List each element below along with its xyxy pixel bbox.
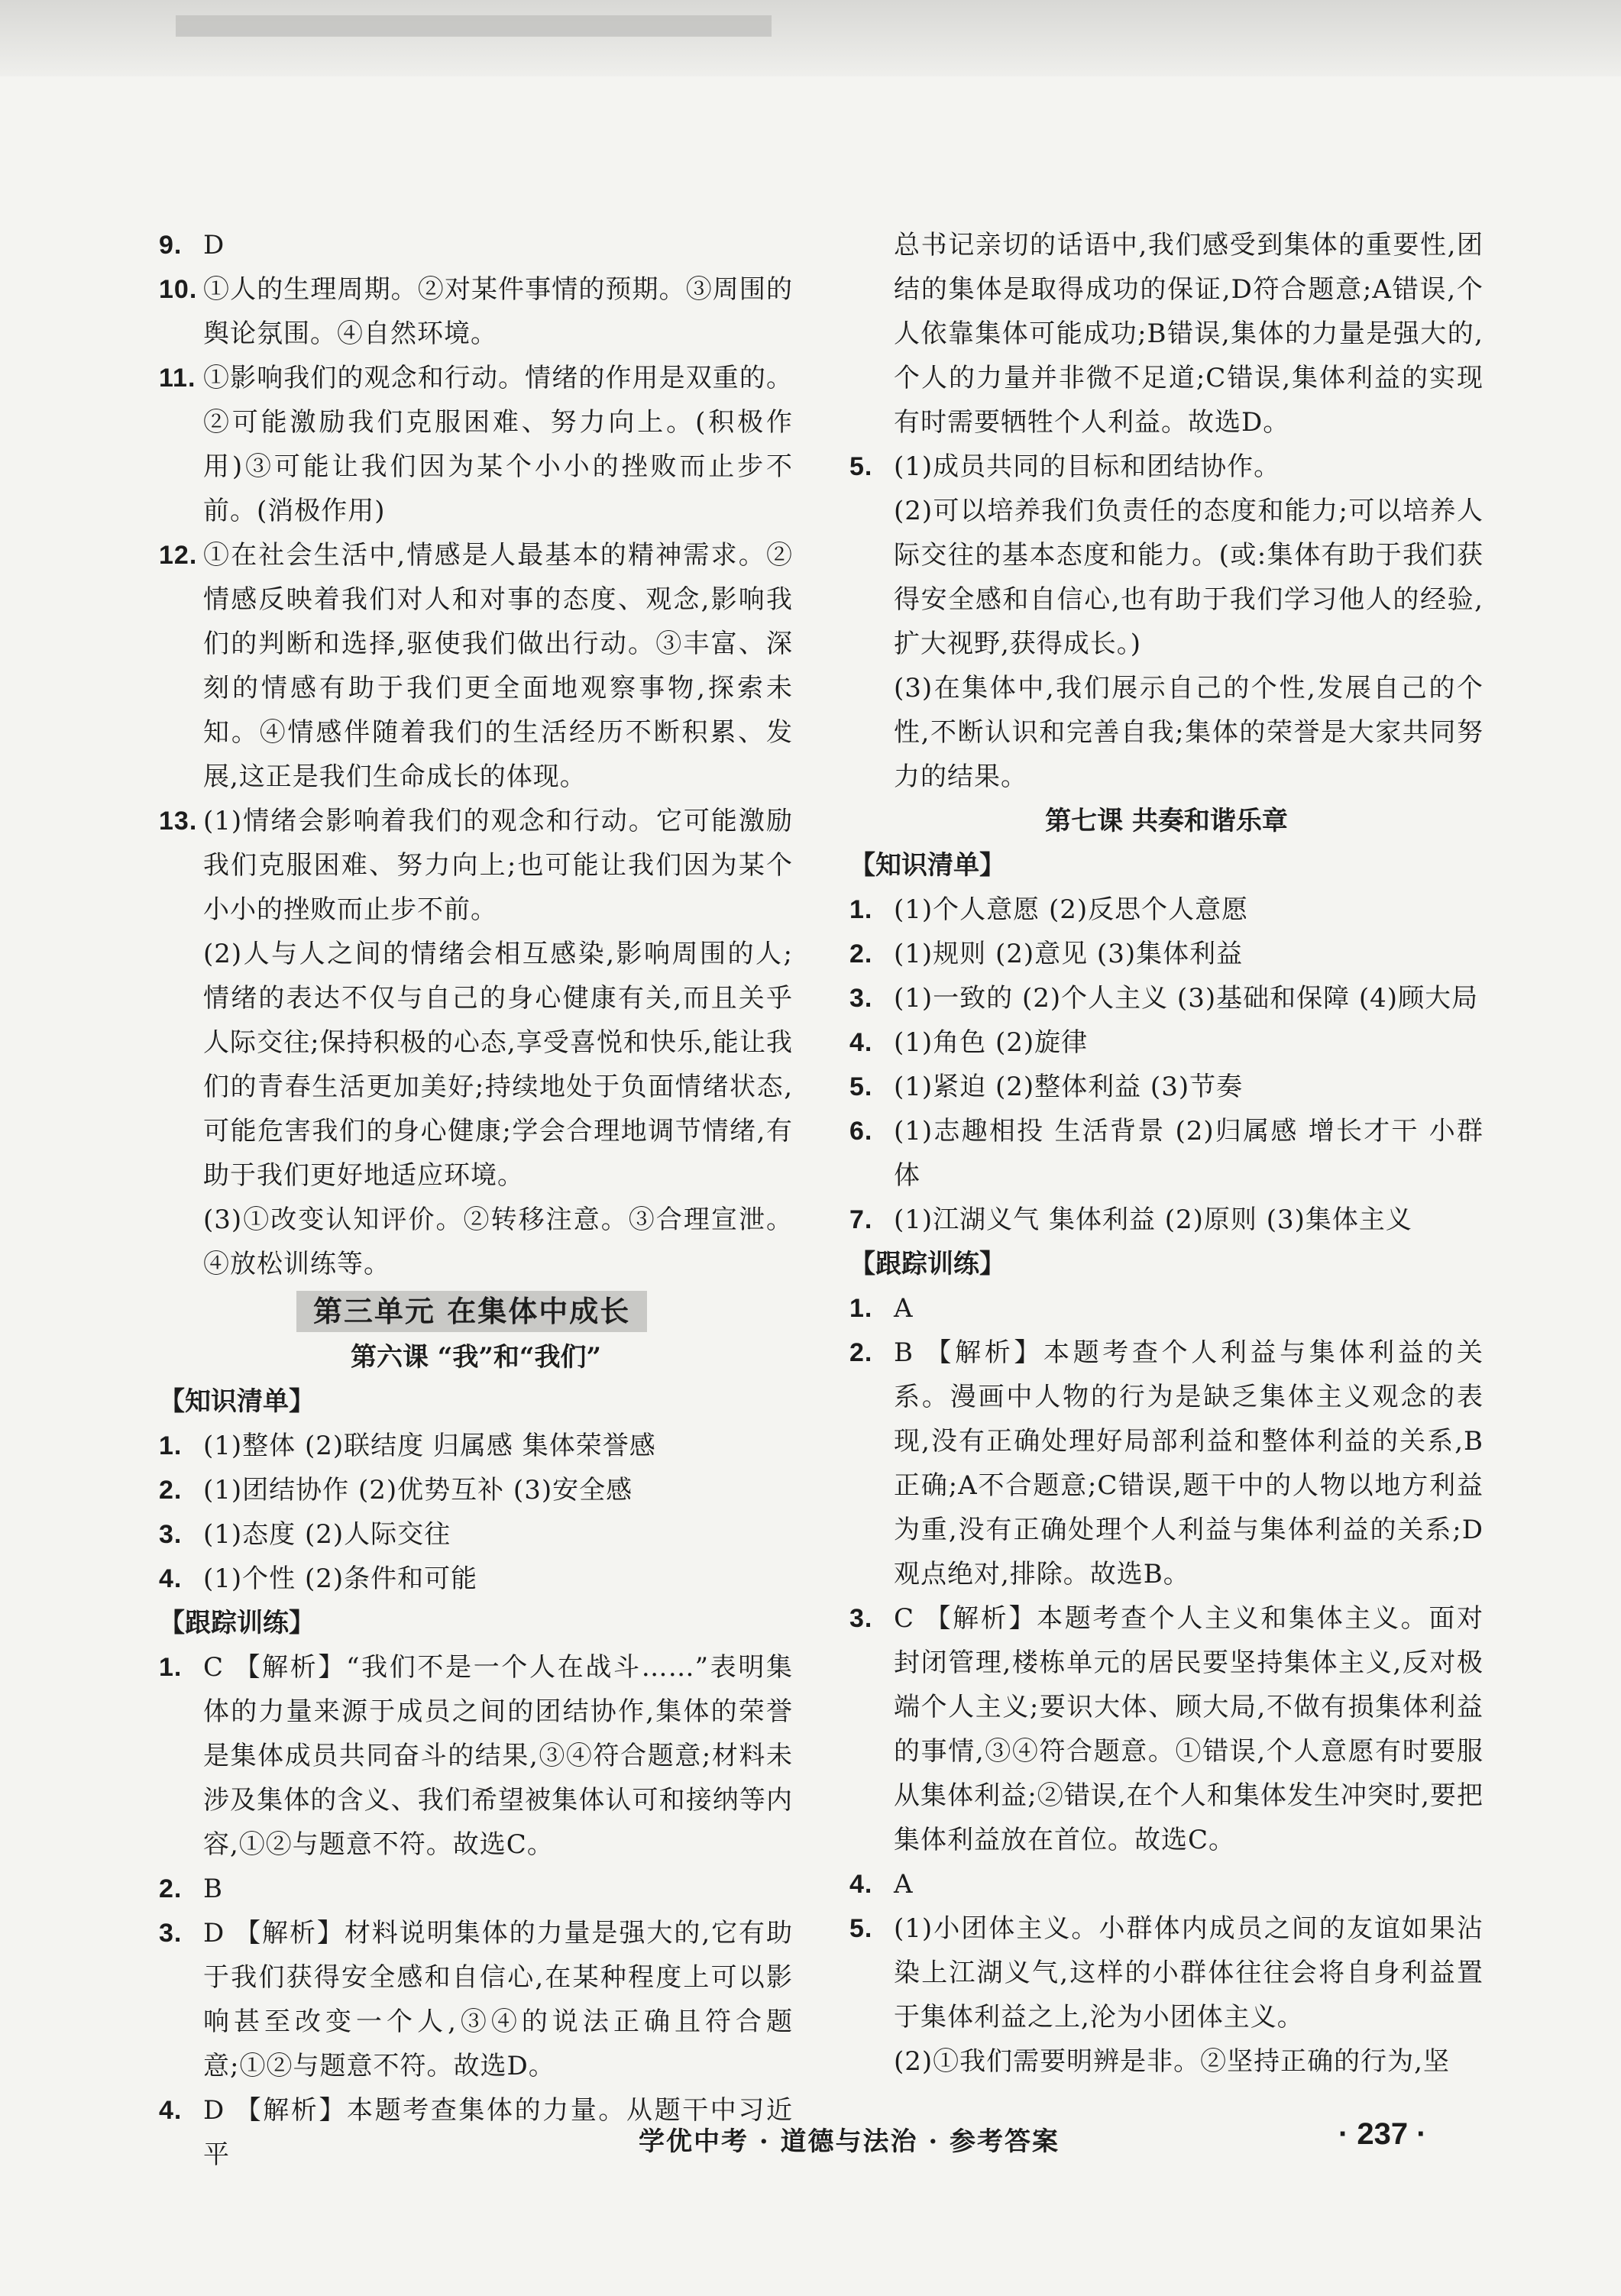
- training-item: 2. B 【解析】本题考查个人利益与集体利益的关系。漫画中人物的行为是缺乏集体主义观念的表现,没有正确处理好局部利益和整体利益的关系,B正确;A不合题意;C错误,题干中的人物以地方利益为重,没有正确处理个人利益与集体利益的关系;D观点绝对,排除。故选B。: [849, 1337, 1483, 1589]
- training-item: 1. C 【解析】“我们不是一个人在战斗……”表明集体的力量来源于成员之间的团结协作,集体的荣誉是集体成员共同奋斗的结果,③④符合题意;材料未涉及集体的含义、我们希望被集体认可和接纳等内容,①②与题意不符。故选C。: [159, 1652, 793, 1860]
- answer-item: 13. (1)情绪会影响着我们的观念和行动。它可能激励我们克服困难、努力向上;也可能让我们因为某个小小的挫败而止步不前。: [159, 806, 793, 925]
- page-number: · 237 ·: [1338, 2117, 1427, 2151]
- answer-continuation: 总书记亲切的话语中,我们感受到集体的重要性,团结的集体是取得成功的保证,D符合题意;A错误,个人依靠集体可能成功;B错误,集体的力量是强大的,个人的力量并非微不足道;C错误,集体利益的实现有时需要牺牲个人利益。故选D。: [894, 230, 1483, 438]
- answer-item: 5. (1)成员共同的目标和团结协作。: [849, 451, 1281, 482]
- knowledge-item: 3. (1)态度 (2)人际交往: [159, 1519, 451, 1550]
- answer-item: 12. ①在社会生活中,情感是人最基本的精神需求。②情感反映着我们对人和对事的态度、观念,影响我们的判断和选择,驱使我们做出行动。③丰富、深刻的情感有助于我们更全面地观察事物,探索未知。④情感伴随着我们的生活经历不断积累、发展,这正是我们生命成长的体现。: [159, 540, 793, 792]
- knowledge-item: 3. (1)一致的 (2)个人主义 (3)基础和保障 (4)顾大局: [849, 983, 1479, 1014]
- knowledge-item: 1. (1)个人意愿 (2)反思个人意愿: [849, 894, 1249, 925]
- knowledge-item: 6. (1)志趣相投 生活背景 (2)归属感 增长才干 小群体: [849, 1116, 1483, 1191]
- knowledge-item: 7. (1)江湖义气 集体利益 (2)原则 (3)集体主义: [849, 1205, 1412, 1235]
- knowledge-item: 4. (1)角色 (2)旋律: [849, 1027, 1089, 1058]
- section-heading-training: 【跟踪训练】: [159, 1609, 315, 1638]
- knowledge-item: 5. (1)紧迫 (2)整体利益 (3)节奏: [849, 1072, 1244, 1102]
- answer-item: 11. ①影响我们的观念和行动。情绪的作用是双重的。②可能激励我们克服困难、努力向上。(积极作用)③可能让我们因为某个小小的挫败而止步不前。(消极作用): [159, 363, 793, 526]
- answer-continuation: (3)①改变认知评价。②转移注意。③合理宣泄。④放松训练等。: [203, 1205, 793, 1279]
- training-item: 1. A: [849, 1293, 914, 1324]
- section-heading-knowledge: 【知识清单】: [849, 851, 1005, 880]
- left-column: [159, 223, 793, 2177]
- answer-item: 10. ①人的生理周期。②对某件事情的预期。③周围的舆论氛围。④自然环境。: [159, 274, 793, 349]
- training-item: 3. C 【解析】本题考查个人主义和集体主义。面对封闭管理,楼栋单元的居民要坚持集体主义,反对极端个人主义;要识大体、顾大局,不做有损集体利益的事情,③④符合题意。①错误,个人意愿有时要服从集体利益;②错误,在个人和集体发生冲突时,要把集体利益放在首位。故选C。: [849, 1603, 1483, 1855]
- training-item: 3. D 【解析】材料说明集体的力量是强大的,它有助于我们获得安全感和自信心,在某种程度上可以影响甚至改变一个人,③④的说法正确且符合题意;①②与题意不符。故选D。: [159, 1918, 793, 2081]
- page-footer: [0, 2117, 1621, 2163]
- unit-title: 第三单元 在集体中成长: [296, 1291, 647, 1332]
- answer-continuation: (2)可以培养我们负责任的态度和能力;可以培养人际交往的基本态度和能力。(或:集体有助于我们获得安全感和自信心,也有助于我们学习他人的经验,扩大视野,获得成长。): [894, 496, 1483, 659]
- answer-item: 9. D: [159, 230, 225, 260]
- training-item: 4. A: [849, 1869, 914, 1900]
- footer-title: 学优中考 · 道德与法治 · 参考答案: [639, 2126, 1060, 2157]
- knowledge-item: 2. (1)规则 (2)意见 (3)集体利益: [849, 939, 1244, 969]
- training-item: 2. B: [159, 1874, 223, 1904]
- knowledge-item: 1. (1)整体 (2)联结度 归属感 集体荣誉感: [159, 1431, 656, 1461]
- answer-continuation: (2)人与人之间的情绪会相互感染,影响周围的人;情绪的表达不仅与自己的身心健康有关,而且关乎人际交往;保持积极的心态,享受喜悦和快乐,能让我们的青春生活更加美好;持续地处于负面情绪状态,可能危害我们的身心健康;学会合理地调节情绪,有助于我们更好地适应环境。: [203, 939, 793, 1191]
- scan-shadow-top: [0, 0, 1621, 76]
- knowledge-item: 4. (1)个性 (2)条件和可能: [159, 1564, 478, 1594]
- scan-artifact-strip: [176, 15, 772, 37]
- section-heading-knowledge: 【知识清单】: [159, 1387, 315, 1416]
- answer-continuation: (3)在集体中,我们展示自己的个性,发展自己的个性,不断认识和完善自我;集体的荣誉是大家共同努力的结果。: [894, 673, 1483, 792]
- lesson-title: 第六课 “我”和“我们”: [350, 1342, 602, 1373]
- training-item: 5. (1)小团体主义。小群体内成员之间的友谊如果沾染上江湖义气,这样的小群体往往会将自身利益置于集体利益之上,沦为小团体主义。: [849, 1913, 1483, 2032]
- section-heading-training: 【跟踪训练】: [849, 1250, 1005, 1279]
- answer-continuation: (2)①我们需要明辨是非。②坚持正确的行为,坚: [894, 2046, 1450, 2077]
- training-item: 4. D 【解析】本题考查集体的力量。从题干中习近平: [159, 2095, 793, 2170]
- lesson-title: 第七课 共奏和谐乐章: [1045, 806, 1288, 836]
- right-column: [849, 223, 1483, 2084]
- knowledge-item: 2. (1)团结协作 (2)优势互补 (3)安全感: [159, 1475, 633, 1505]
